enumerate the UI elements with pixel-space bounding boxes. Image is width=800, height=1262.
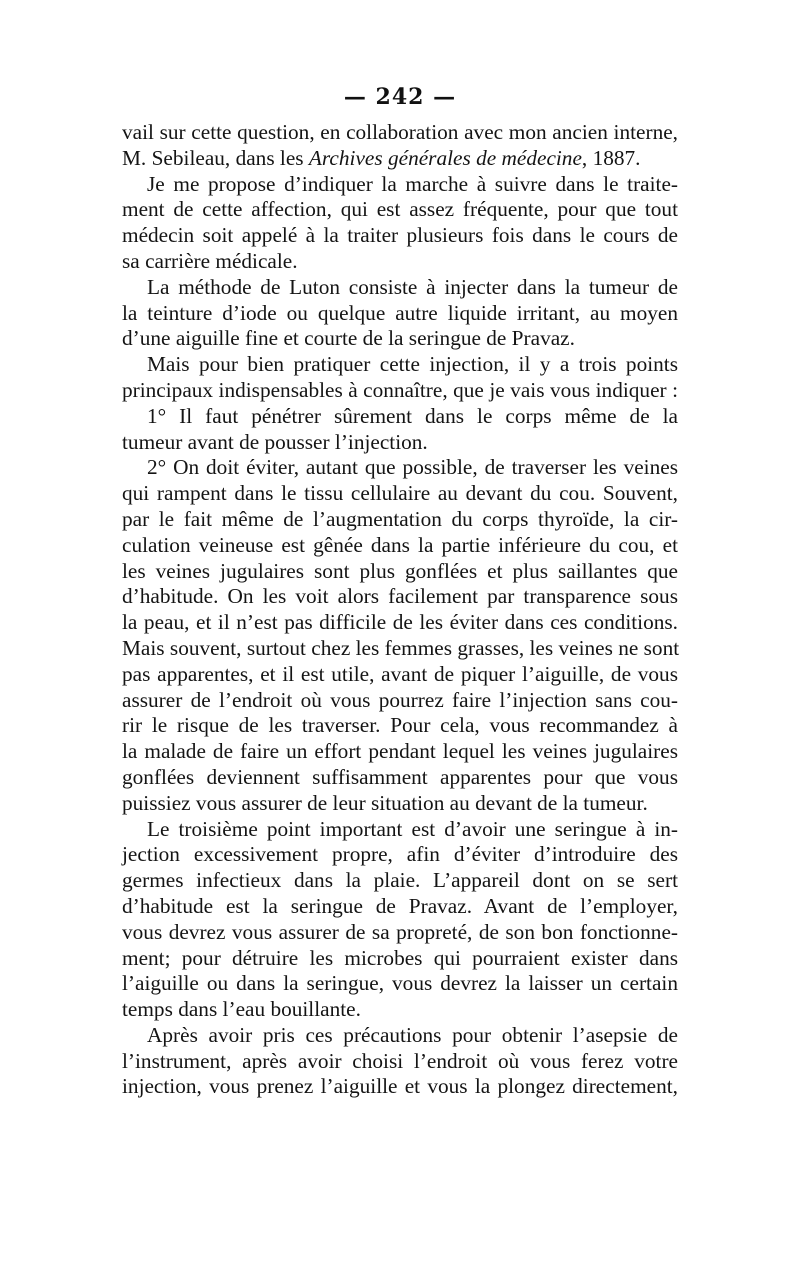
text-line-15: qui rampent dans le tissu cellulaire au devant du cou. Souvent,	[122, 481, 678, 506]
text-line-30: germes infectieux dans la plaie. L’appareil dont on se sert	[122, 868, 678, 893]
text-line-3: Je me propose d’indiquer la marche à suivre dans le traite-	[147, 171, 678, 196]
text-line-18: les veines jugulaires sont plus gonflées et plus saillantes que	[122, 558, 678, 583]
text-line-12: 1° Il faut pénétrer sûrement dans le corps même de la	[147, 403, 678, 428]
text-line-29: jection excessivement propre, afin d’éviter d’introduire des	[122, 842, 678, 867]
text-line-19: d’habitude. On les voit alors facilement par transparence sous	[122, 584, 678, 609]
text-line-27: puissiez vous assurer de leur situation au devant de la tumeur.	[122, 790, 648, 815]
text-line-10: Mais pour bien pratiquer cette injection, il y a trois points	[147, 352, 678, 377]
text-line-23: assurer de l’endroit où vous pourrez faire l’injection sans cou-	[122, 687, 678, 712]
text-line-36: Après avoir pris ces précautions pour obtenir l’asepsie de	[147, 1022, 678, 1047]
text-line-28: Le troisième point important est d’avoir une seringue à in-	[147, 816, 678, 841]
text-line-2	[122, 146, 678, 172]
text-line-6: sa carrière médicale.	[122, 248, 298, 273]
text-line-22: pas apparentes, et il est utile, avant de piquer l’aiguille, de vous	[122, 661, 678, 686]
text-line-9: d’une aiguille fine et courte de la seringue de Pravaz.	[122, 326, 575, 351]
text-line-8: la teinture d’iode ou quelque autre liquide irritant, au moyen	[122, 300, 678, 325]
text-line-25: la malade de faire un effort pendant lequel les veines jugulaires	[122, 739, 678, 764]
text-line-38: injection, vous prenez l’aiguille et vous la plongez directement,	[122, 1074, 678, 1099]
text-line-14: 2° On doit éviter, autant que possible, de traverser les veines	[147, 455, 678, 480]
text-line-5: médecin soit appelé à la traiter plusieurs fois dans le cours de	[122, 223, 678, 248]
text-line-20: la peau, et il n’est pas difficile de les éviter dans ces conditions.	[122, 610, 678, 635]
text-line-32: vous devrez vous assurer de sa propreté, de son bon fonctionne-	[122, 919, 678, 944]
text-line-35: temps dans l’eau bouillante.	[122, 997, 361, 1022]
journal-title: Archives générales de médecine	[308, 145, 582, 170]
text-line-26: gonflées deviennent suffisamment apparentes pour que vous	[122, 764, 678, 789]
text-line-2-end: , 1887.	[581, 145, 641, 170]
text-line-4: ment de cette affection, qui est assez fréquente, pour que tout	[122, 197, 678, 222]
page-number: — 242 —	[343, 84, 457, 110]
text-line-24: rir le risque de les traverser. Pour cela, vous recommandez à	[122, 713, 678, 738]
text-line-31: d’habitude est la seringue de Pravaz. Avant de l’employer,	[122, 893, 678, 918]
text-line-34: l’aiguille ou dans la seringue, vous devrez la laisser un certain	[122, 971, 678, 996]
body-text	[122, 120, 678, 1100]
text-line-16: par le fait même de l’augmentation du corps thyroïde, la cir-	[122, 506, 678, 531]
text-line-37: l’instrument, après avoir choisi l’endroit où vous ferez votre	[122, 1048, 678, 1073]
text-line-7: La méthode de Luton consiste à injecter dans la tumeur de	[147, 274, 678, 299]
text-line-13: tumeur avant de pousser l’injection.	[122, 429, 428, 454]
text-line-21: Mais souvent, surtout chez les femmes grasses, les veines ne sont	[122, 635, 680, 660]
text-line-11: principaux indispensables à connaître, que je vais vous indiquer :	[122, 377, 678, 402]
text-line-2-start: M. Sebileau, dans les	[122, 145, 309, 170]
text-line-17: culation veineuse est gênée dans la partie inférieure du cou, et	[122, 532, 678, 557]
text-line-33: ment; pour détruire les microbes qui pourraient exister dans	[122, 945, 678, 970]
text-line-1: vail sur cette question, en collaboration avec mon ancien interne,	[122, 120, 678, 144]
